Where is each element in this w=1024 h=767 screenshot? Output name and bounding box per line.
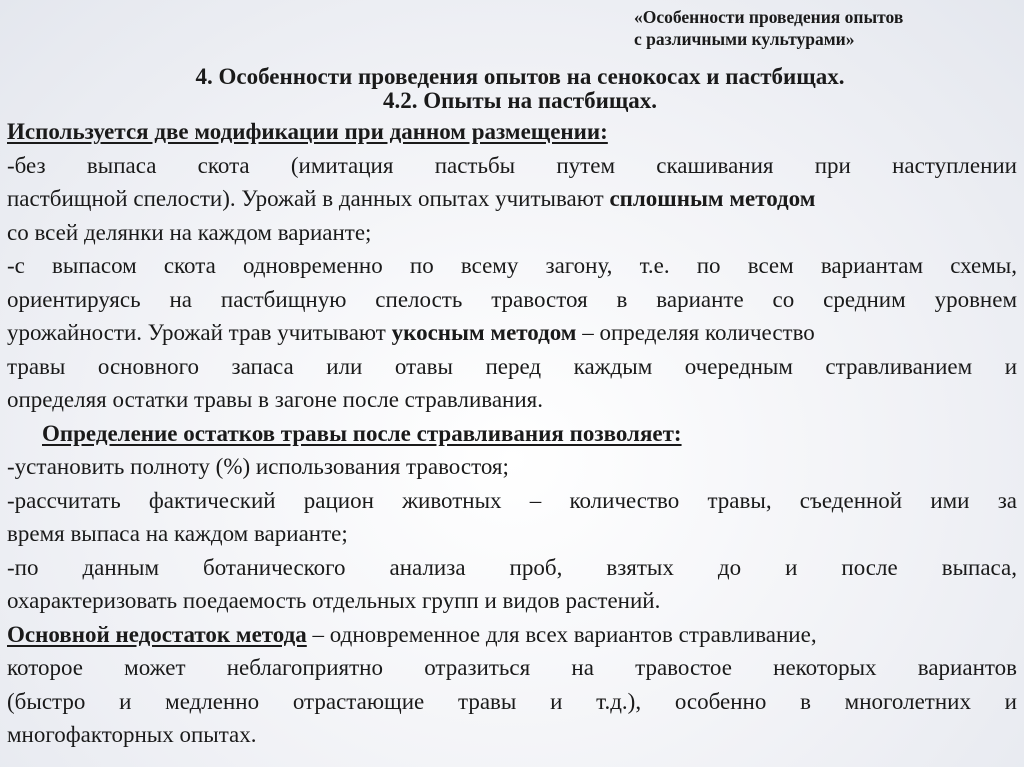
mowing-method-term: укосным методом: [391, 320, 577, 345]
definition-item-3-line-1: -по данным ботанического анализа проб, взятых до и после выпаса,: [7, 554, 1017, 580]
option-2-line-1: -с выпасом скота одновременно по всему загону, т.е. по всем вариантам схемы,: [7, 253, 1017, 278]
option-1-line-1: -без выпаса скота (имитация пастьбы путем скашивания при наступлении: [7, 152, 1017, 178]
option-1-line-2: [7, 182, 1017, 216]
drawback-line-4: многофакторных опытах.: [7, 722, 257, 747]
drawback-text: – одновременное для всех вариантов стравливание,: [306, 621, 817, 647]
definition-heading: Определение остатков травы после стравливания позволяет:: [42, 420, 682, 446]
definition-item-1: -установить полноту (%) использования травостоя;: [7, 454, 509, 479]
presentation-title-line-2: с различными культурами»: [634, 29, 855, 49]
definition-item-2-line-2: время выпаса на каждом варианте;: [7, 521, 348, 546]
option-2-line-5: определяя остатки травы в загоне после стравливания.: [7, 387, 543, 412]
drawback-line-1: [7, 618, 1017, 652]
slide-body: [7, 115, 1017, 752]
drawback-line-3: (быстро и медленно отрастающие травы и т.д.), особенно в многолетних и: [7, 688, 1017, 714]
section-title: 4. Особенности проведения опытов на сенокосах и пастбищах.: [195, 64, 845, 89]
drawback-label: Основной недостаток метода: [7, 621, 307, 647]
presentation-title-line-1: «Особенности проведения опытов: [634, 7, 904, 27]
option-2-line-4: травы основного запаса или отавы перед каждым очередным стравливанием и: [7, 353, 1017, 379]
subsection-title: 4.2. Опыты на пастбищах.: [382, 88, 658, 113]
presentation-title: [634, 6, 903, 50]
continuous-method-term: сплошным методом: [609, 186, 816, 211]
option-1-text: пастбищной спелости). Урожай в данных опытах учитывают: [7, 186, 610, 211]
definition-item-3-line-2: охарактеризовать поедаемость отдельных групп и видов растений.: [7, 588, 661, 613]
definition-item-2-line-1: -рассчитать фактический рацион животных – количество травы, съеденной ими за: [7, 487, 1017, 513]
drawback-line-2: которое может неблагоприятно отразиться на травостое некоторых вариантов: [7, 655, 1017, 680]
intro-heading: Используется две модификации при данном размещении:: [7, 119, 608, 144]
option-2-text-b: – определяя количество: [576, 320, 815, 345]
option-2-line-3: [7, 316, 1017, 350]
option-2-text-a: урожайности. Урожай трав учитывают: [7, 320, 392, 345]
option-1-line-3: со всей делянки на каждом варианте;: [7, 219, 372, 245]
option-2-line-2: ориентируясь на пастбищную спелость травостоя в варианте со средним уровнем: [7, 286, 1017, 312]
